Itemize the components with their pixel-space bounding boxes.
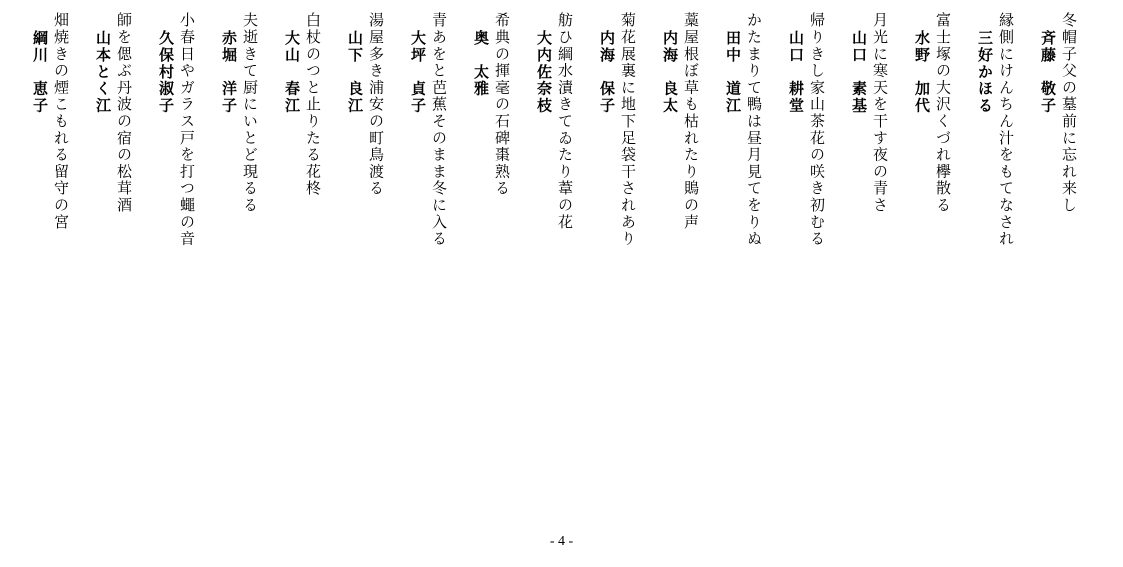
haiku-entry	[890, 12, 953, 247]
haiku-text: 夫逝きて厨にいとど現るる	[241, 12, 259, 214]
author-name: 大山 春江	[283, 30, 301, 114]
author-name: 山本とく江	[94, 30, 112, 114]
haiku-text: 富士塚の大沢くづれ欅散る	[934, 12, 952, 214]
haiku-text: 青あをと芭蕉そのまま冬に入る	[430, 12, 448, 248]
haiku-text: 小春日やガラス戸を打つ蠅の音	[178, 12, 196, 248]
haiku-text: 月光に寒天を干す夜の青さ	[871, 12, 889, 214]
haiku-entry	[575, 12, 638, 247]
haiku-entry	[512, 12, 575, 247]
haiku-entry	[638, 12, 701, 247]
haiku-entry	[134, 12, 197, 247]
haiku-entry	[953, 12, 1016, 247]
haiku-text: 希典の揮毫の石碑棗熟る	[493, 12, 511, 197]
author-name: 久保村淑子	[157, 30, 175, 114]
author-name: 綱川 恵子	[31, 30, 49, 114]
page-number: - 4 -	[549, 534, 574, 549]
haiku-entry	[701, 12, 764, 247]
haiku-text: 湯屋多き浦安の町鳥渡る	[367, 12, 385, 197]
haiku-entry	[8, 12, 71, 247]
haiku-text: かたまりて鴨は昼月見てをりぬ	[745, 12, 763, 248]
author-name: 赤堀 洋子	[220, 30, 238, 114]
haiku-entry	[764, 12, 827, 247]
author-name: 山口 耕堂	[787, 30, 805, 114]
haiku-entry	[197, 12, 260, 247]
author-name: 斉藤 敬子	[1039, 30, 1057, 114]
haiku-text: 白杖のつと止りたる花柊	[304, 12, 322, 197]
author-name: 大内佐奈枝	[535, 30, 553, 114]
author-name: 三好かほる	[976, 30, 994, 114]
author-name: 山下 良江	[346, 30, 364, 114]
haiku-text: 藁屋根ぼ草も枯れたり鵙の声	[682, 12, 700, 231]
haiku-text: 師を偲ぶ丹波の宿の松茸酒	[115, 12, 133, 214]
haiku-list	[8, 12, 1079, 247]
author-name: 大坪 貞子	[409, 30, 427, 114]
haiku-entry	[386, 12, 449, 247]
haiku-entry	[323, 12, 386, 247]
haiku-text: 縁側にけんちん汁をもてなされ	[997, 12, 1015, 248]
haiku-text: 帰りきし家山茶花の咲き初むる	[808, 12, 826, 248]
haiku-text: 畑焼きの煙こもれる留守の宮	[52, 12, 70, 231]
haiku-entry	[1016, 12, 1079, 247]
haiku-entry	[449, 12, 512, 247]
author-name: 水野 加代	[913, 30, 931, 114]
haiku-text: 舫ひ綱水漬きてゐたり葦の花	[556, 12, 574, 231]
haiku-text: 菊花展裏に地下足袋干されあり	[619, 12, 637, 248]
author-name: 内海 保子	[598, 30, 616, 114]
author-name: 田中 道江	[724, 30, 742, 114]
haiku-entry	[827, 12, 890, 247]
haiku-text: 冬帽子父の墓前に忘れ来し	[1060, 12, 1078, 214]
haiku-entry	[71, 12, 134, 247]
author-name: 山口 素基	[850, 30, 868, 114]
author-name: 内海 良太	[661, 30, 679, 114]
haiku-entry	[260, 12, 323, 247]
author-name: 奥 太雅	[472, 30, 490, 98]
